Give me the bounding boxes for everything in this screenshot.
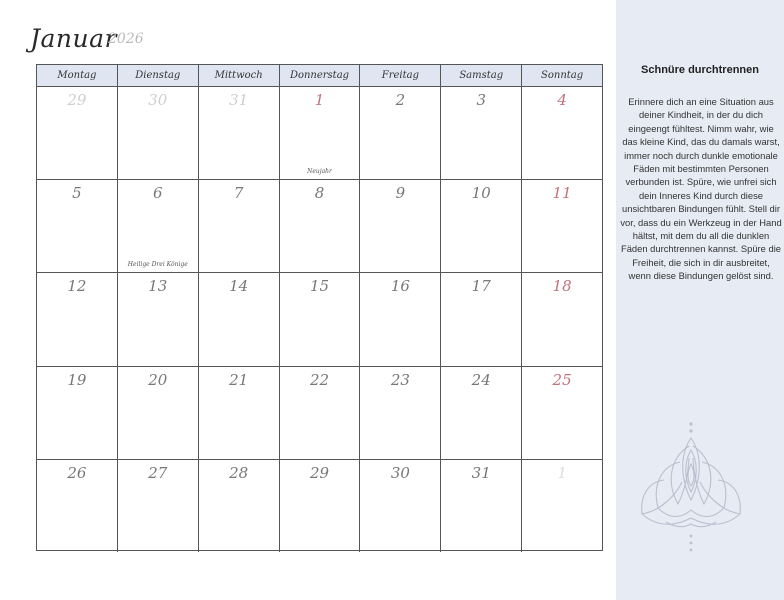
day-cell (441, 273, 522, 365)
day-number: 3 (476, 91, 486, 109)
day-number: 23 (390, 370, 410, 389)
year-label: 2026 (108, 31, 144, 47)
day-number: 15 (309, 277, 330, 296)
calendar-body (37, 87, 602, 552)
day-cell (199, 180, 280, 272)
day-number: 30 (390, 463, 410, 482)
day-cell (118, 273, 199, 365)
day-cell (360, 367, 441, 459)
day-number: 27 (148, 463, 168, 482)
day-number: 7 (233, 184, 244, 203)
day-cell (441, 460, 522, 552)
day-number: 31 (471, 463, 491, 482)
day-cell (118, 460, 199, 552)
day-cell (199, 87, 280, 179)
day-number: 29 (67, 91, 87, 109)
day-cell (37, 460, 118, 552)
day-cell (522, 273, 602, 365)
day-number: 31 (229, 91, 249, 109)
sidebar-title: Schnüre durchtrennen (641, 64, 759, 76)
day-number: 19 (67, 370, 87, 389)
day-cell (280, 367, 361, 459)
day-cell (360, 87, 441, 179)
day-number: 28 (229, 463, 249, 482)
holiday-note: Neujahr (307, 168, 332, 176)
day-cell (280, 460, 361, 552)
day-number: 12 (67, 277, 87, 296)
day-cell (37, 180, 118, 272)
weekday-label: Samstag (441, 65, 522, 86)
holiday-note: Heilige Drei Könige (127, 261, 188, 269)
day-number: 22 (309, 370, 330, 389)
week-row (37, 273, 602, 366)
day-cell (522, 180, 602, 272)
day-number: 16 (390, 277, 410, 296)
day-cell (199, 460, 280, 552)
day-cell (199, 367, 280, 459)
weekday-label: Dienstag (118, 65, 199, 86)
week-row (37, 180, 602, 273)
day-number: 29 (309, 463, 330, 482)
weekday-label: Mittwoch (199, 65, 280, 86)
lotus-icon (636, 418, 746, 558)
day-number: 13 (148, 277, 168, 296)
day-cell (280, 180, 361, 272)
day-number: 21 (229, 370, 249, 389)
day-cell (37, 367, 118, 459)
day-number: 8 (314, 184, 325, 203)
day-cell (522, 87, 602, 179)
day-number: 1 (314, 91, 325, 109)
day-cell (37, 273, 118, 365)
day-cell (522, 460, 602, 552)
week-row (37, 367, 602, 460)
weekday-label: Donnerstag (280, 65, 361, 86)
day-number: 24 (471, 370, 491, 389)
day-cell (280, 273, 361, 365)
weekday-label: Montag (37, 65, 118, 86)
day-number: 25 (552, 370, 572, 389)
month-title: Januar (30, 24, 117, 53)
day-cell (360, 273, 441, 365)
day-cell (199, 273, 280, 365)
day-cell (280, 87, 361, 179)
day-number: 14 (229, 277, 249, 296)
day-cell (441, 180, 522, 272)
day-cell (441, 87, 522, 179)
day-cell (360, 180, 441, 272)
day-cell (522, 367, 602, 459)
day-cell (118, 87, 199, 179)
weekday-label: Sonntag (541, 70, 584, 81)
day-number: 1 (557, 463, 567, 482)
day-number: 6 (153, 184, 163, 203)
day-number: 30 (148, 91, 168, 109)
weekday-label: Freitag (360, 65, 441, 86)
day-number: 5 (72, 184, 82, 203)
day-number: 4 (557, 91, 567, 109)
day-cell (118, 180, 199, 272)
day-number: 2 (395, 91, 406, 109)
day-number: 10 (471, 184, 491, 203)
day-cell (360, 460, 441, 552)
day-number: 18 (552, 277, 572, 296)
calendar-grid (36, 64, 603, 551)
day-number: 26 (67, 463, 87, 482)
weekday-header (37, 65, 602, 87)
day-number: 20 (148, 370, 168, 389)
day-number: 9 (395, 184, 406, 203)
day-number: 11 (552, 184, 572, 203)
week-row (37, 460, 602, 552)
day-number: 17 (471, 277, 491, 296)
day-cell (441, 367, 522, 459)
week-row (37, 87, 602, 180)
day-cell (37, 87, 118, 179)
day-cell (118, 367, 199, 459)
sidebar-text: Erinnere dich an eine Situation aus deiner Kindheit, in der du dich eingeengt fühltest. Nimm wahr, wie das kleine Kind, das du damals warst, immer noch durch dunkle emotionale Fäden mit bestimmten Personen verbunden ist. Spüre, wie unfrei sich dein Inneres Kind durch diese unsichtbaren Bindungen fühlt. Stell dir vor, dass du ein Werkzeug in der Hand hältst, mit dem du all die dunklen Fäden durchtrennen kannst. Spüre die Freiheit, die sich in dir ausbreitet, wenn diese Bindungen gelöst sind. (620, 96, 782, 282)
